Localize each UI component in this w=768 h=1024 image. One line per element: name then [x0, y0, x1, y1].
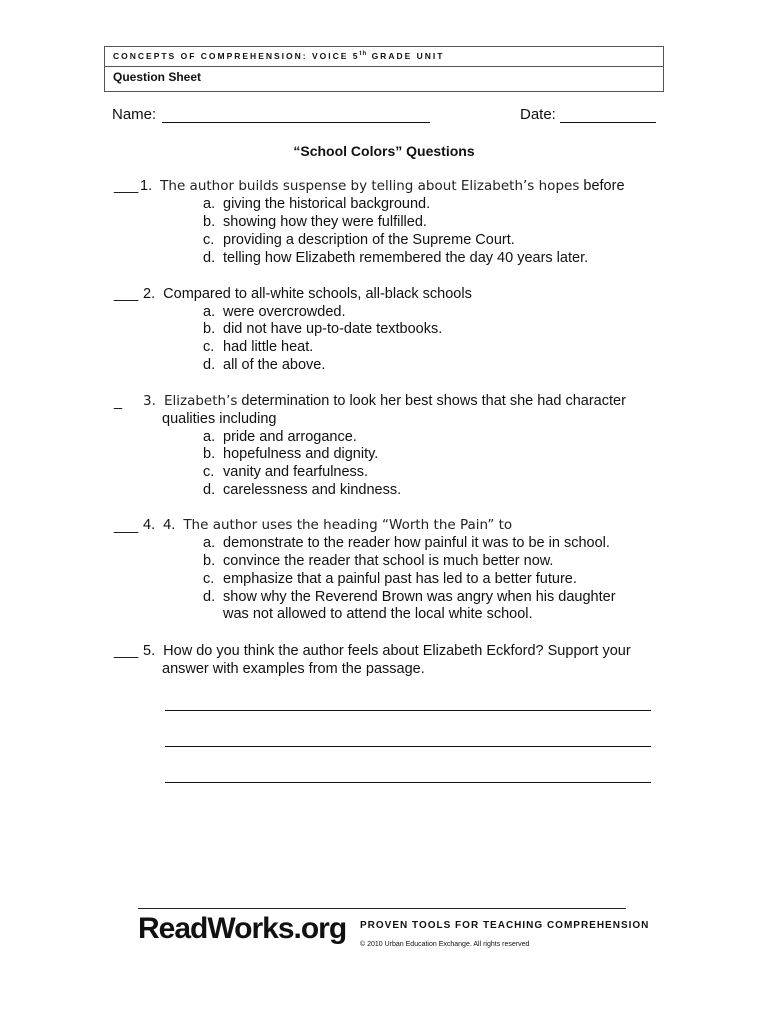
question-3: 3. Elizabeth’s determination to look her best shows that she had character: [143, 393, 626, 409]
answer-blank-4[interactable]: ___: [114, 518, 139, 534]
answer-line-1[interactable]: [165, 710, 651, 711]
date-line[interactable]: [560, 122, 656, 123]
q4-option-d-continued: was not allowed to attend the local white school.: [223, 606, 533, 622]
answer-blank-5[interactable]: ___: [114, 643, 139, 659]
q1-option-a: a. giving the historical background.: [203, 196, 431, 212]
footer-rule: [138, 908, 626, 909]
question-5-line2: answer with examples from the passage.: [162, 661, 425, 677]
q2-option-d: d. all of the above.: [203, 357, 326, 373]
q4-option-b: b. convince the reader that school is much better now.: [203, 553, 554, 569]
question-5: 5. How do you think the author feels about Elizabeth Eckford? Support your: [143, 643, 631, 659]
name-label: Name:: [112, 106, 157, 123]
q2-option-a: a. were overcrowded.: [203, 304, 346, 320]
q2-option-b: b. did not have up-to-date textbooks.: [203, 321, 443, 337]
unit-title-row: [105, 47, 663, 67]
unit-title: CONCEPTS OF COMPREHENSION: VOICE 5th GRADE UNIT: [113, 51, 445, 61]
q3-option-b: b. hopefulness and dignity.: [203, 446, 379, 462]
question-2: 2. Compared to all-white schools, all-black schools: [143, 286, 472, 302]
q3-option-d: d. carelessness and kindness.: [203, 482, 402, 498]
question-1: 1. The author builds suspense by telling about Elizabeth’s hopes before: [140, 178, 625, 194]
name-line[interactable]: [162, 122, 430, 123]
question-3-line2: qualities including: [162, 411, 277, 427]
q1-option-c: c. providing a description of the Supreme Court.: [203, 232, 515, 248]
date-label: Date:: [520, 106, 556, 123]
unit-header-box: [104, 46, 664, 92]
q4-option-d: d. show why the Reverend Brown was angry when his daughter: [203, 589, 616, 605]
answer-line-2[interactable]: [165, 746, 651, 747]
answer-blank-2[interactable]: ___: [114, 286, 139, 302]
answer-blank-1[interactable]: ___: [114, 178, 139, 194]
answer-blank-3[interactable]: _: [114, 394, 123, 410]
brand-logo: ReadWorks.org: [138, 912, 347, 945]
question-4: 4. 4. The author uses the heading “Worth the Pain” to: [143, 517, 513, 533]
q2-option-c: c. had little heat.: [203, 339, 314, 355]
footer-copyright: © 2010 Urban Education Exchange. All rights reserved: [360, 941, 530, 948]
footer-tagline: PROVEN TOOLS FOR TEACHING COMPREHENSION: [360, 920, 650, 931]
q1-option-d: d. telling how Elizabeth remembered the day 40 years later.: [203, 250, 589, 266]
page-title: “School Colors” Questions: [293, 143, 475, 159]
answer-line-3[interactable]: [165, 782, 651, 783]
sheet-label: Question Sheet: [113, 70, 202, 84]
q3-option-a: a. pride and arrogance.: [203, 429, 357, 445]
q1-option-b: b. showing how they were fulfilled.: [203, 214, 427, 230]
q3-option-c: c. vanity and fearfulness.: [203, 464, 369, 480]
q4-option-a: a. demonstrate to the reader how painful it was to be in school.: [203, 535, 610, 551]
q4-option-c: c. emphasize that a painful past has led to a better future.: [203, 571, 577, 587]
